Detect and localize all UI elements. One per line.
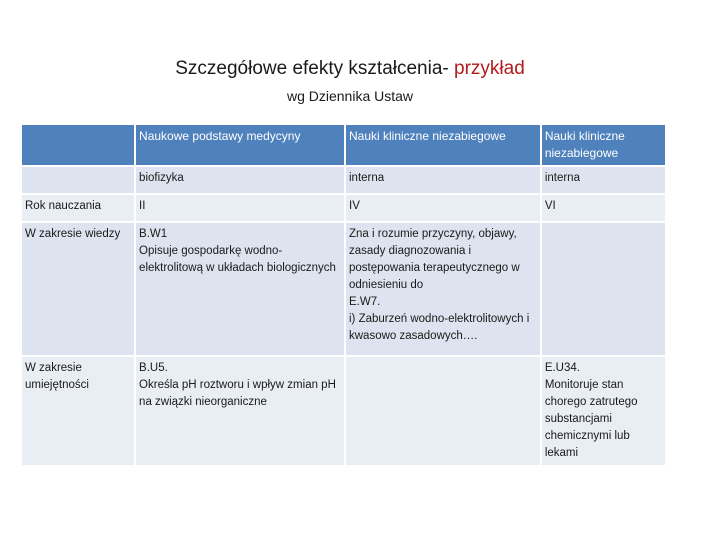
table-cell: interna — [346, 167, 540, 193]
learning-outcomes-table — [20, 123, 667, 467]
table-cell: II — [136, 195, 344, 221]
slide-title-accent: przykład — [454, 58, 525, 79]
table-cell: biofizyka — [136, 167, 344, 193]
header-cell-empty — [22, 125, 134, 165]
table-cell — [346, 357, 540, 465]
table-cell: W zakresie umiejętności — [22, 357, 134, 465]
table-cell: B.W1 Opisuje gospodarkę wodno-elektrolitową w układach biologicznych — [136, 223, 344, 355]
table-cell: interna — [542, 167, 665, 193]
table-row-year — [22, 195, 665, 221]
slide-title-main: Szczegółowe efekty kształcenia- — [175, 58, 455, 79]
table-cell: IV — [346, 195, 540, 221]
slide-subtitle: wg Dziennika Ustaw — [286, 88, 414, 104]
table-cell: B.U5. Określa pH roztworu i wpływ zmian pH na związki nieorganiczne — [136, 357, 344, 465]
table-row-skills — [22, 357, 665, 465]
table-cell — [542, 223, 665, 355]
table-cell: Rok nauczania — [22, 195, 134, 221]
table-row-knowledge — [22, 223, 665, 355]
header-cell-basic-medicine: Naukowe podstawy medycyny — [136, 125, 344, 165]
header-cell-clinical-2: Nauki kliniczne niezabiegowe — [542, 125, 665, 165]
header-cell-clinical-1: Nauki kliniczne niezabiegowe — [346, 125, 540, 165]
table-cell — [22, 167, 134, 193]
slide-title — [0, 58, 700, 80]
table-cell: E.U34. Monitoruje stan chorego zatrutego substancjami chemicznymi lub lekami — [542, 357, 665, 465]
table-cell: Zna i rozumie przyczyny, objawy, zasady diagnozowania i postępowania terapeutycznego w odniesieniu do E.W7. i) Zaburzeń wodno-elektrolitowych i kwasowo zasadowych…. — [346, 223, 540, 355]
table-cell: W zakresie wiedzy — [22, 223, 134, 355]
table-row-subjects — [22, 167, 665, 193]
table-cell: VI — [542, 195, 665, 221]
table-header-row — [22, 125, 665, 165]
